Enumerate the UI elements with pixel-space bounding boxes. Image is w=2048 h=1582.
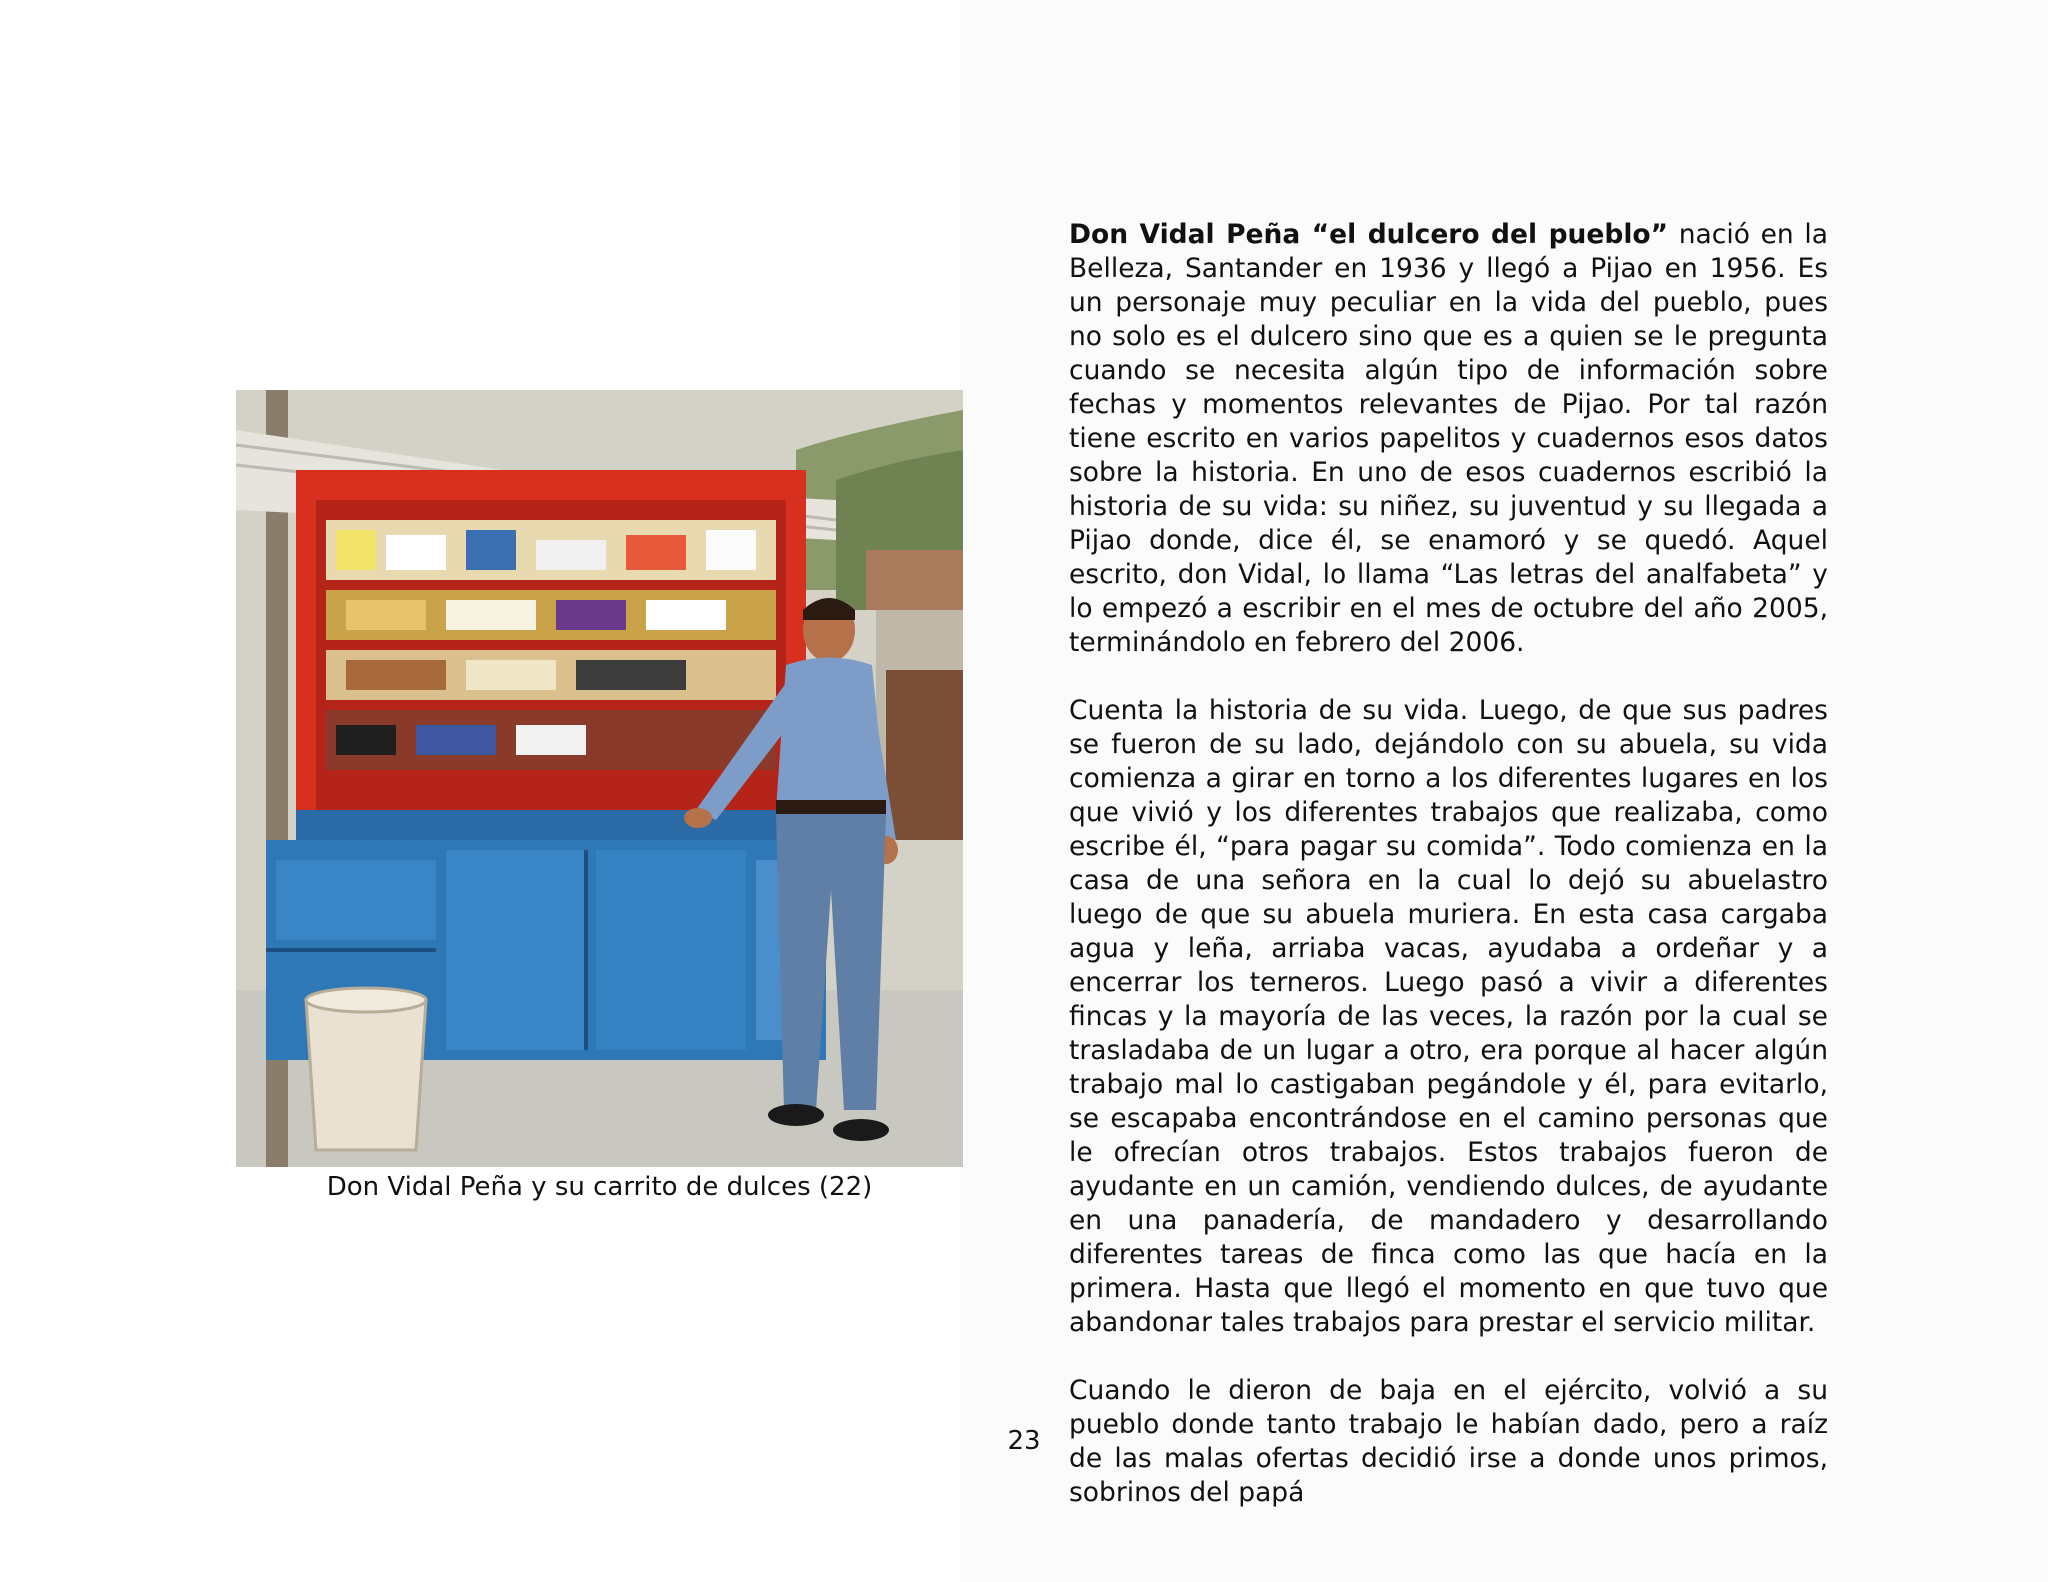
paragraph-1-text: nació en la Belleza, Santander en 1936 y llegó a Pijao en 1956. Es un personaje muy peculiar en la vida del pueblo, pues no solo es el dulcero sino que es a quien se le pregunta cuando se necesita algún tipo de información sobre fechas y momentos relevantes de Pijao. Por tal razón tiene escrito en varios papelitos y cuadernos esos datos sobre la historia. En uno de esos cuadernos escribió la historia de su vida: su niñez, su juventud y su llegada a Pijao donde, dice él, se enamoró y se quedó. Aquel escrito, don Vidal, lo llama “Las letras del analfabeta” y lo empezó a escribir en el mes de octubre del año 2005, terminándolo en febrero del 2006. bbox=[1069, 219, 1829, 658]
paragraph-3: Cuando le dieron de baja en el ejército, volvió a su pueblo donde tanto trabajo le habían dado, pero a raíz de las malas ofertas decidió irse a donde unos primos, sobrinos del papá bbox=[1069, 1375, 1828, 1508]
photo-candy-cart bbox=[236, 390, 963, 1167]
photo-caption: Don Vidal Peña y su carrito de dulces (22) bbox=[326, 1172, 873, 1202]
page-number: 23 bbox=[1007, 1426, 1041, 1456]
paragraph-1-lead: Don Vidal Peña “el dulcero del pueblo” bbox=[1069, 219, 1669, 250]
article-body bbox=[1069, 218, 1828, 1510]
paragraph-1 bbox=[1069, 218, 1828, 660]
paragraph-2: Cuenta la historia de su vida. Luego, de que sus padres se fueron de su lado, dejándolo con su abuela, su vida comienza a girar en torno a los diferentes lugares en los que vivió y los diferentes trabajos que realizaba, como escribe él, “para pagar su comida”. Todo comienza en la casa de una señora en la cual lo dejó su abuelastro luego de que su abuela muriera. En esta casa cargaba agua y leña, arriaba vacas, ayudaba a ordeñar y a encerrar los terneros. Luego pasó a vivir a diferentes fincas y la mayoría de las veces, la razón por la cual se trasladaba de un lugar a otro, era porque al hacer algún trabajo mal lo castigaban pegándole y él, para evitarlo, se escapaba encontrándose en el camino personas que le ofrecían otros trabajos. Estos trabajos fueron de ayudante en un camión, vendiendo dulces, de ayudante en una panadería, de mandadero y desarrollando diferentes tareas de finca como las que hacía en la primera. Hasta que llegó el momento en que tuvo que abandonar tales trabajos para prestar el servicio militar. bbox=[1069, 695, 1828, 1338]
